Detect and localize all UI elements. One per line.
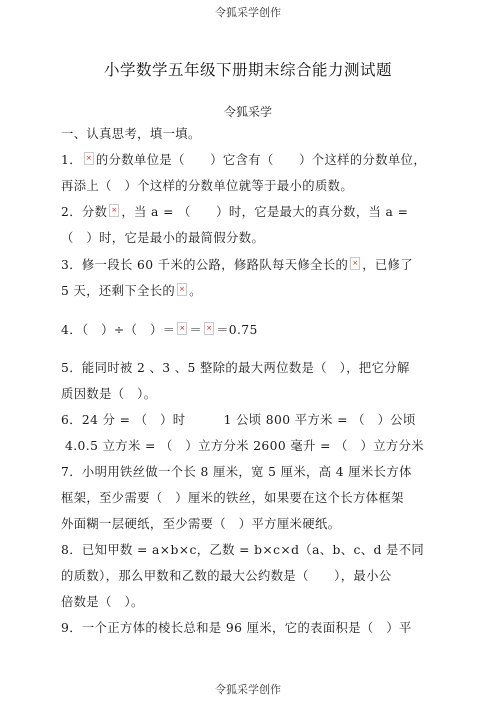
question-3-line-1: 3．修一段长 60 千米的公路，修路队每天修全长的× ，已修了 <box>61 257 433 273</box>
question-8-line-1: 8．已知甲数 = a×b×c，乙数 = b×c×d（a、b、c、d 是不同 <box>61 543 425 557</box>
broken-fraction-image <box>84 152 94 165</box>
author-name: 令狐采学 <box>223 105 272 119</box>
page-header: 令狐采学创作 <box>215 6 281 19</box>
question-5-line-2: 质因数是（ ）。 <box>61 387 157 401</box>
question-9-line-1: 9．一个正方体的棱长总和是 96 厘米，它的表面积是（ ）平 <box>61 621 412 635</box>
question-1-line-2: 再添上（ ）个这样的分数单位就等于最小的质数。 <box>61 179 354 193</box>
broken-fraction-image <box>109 204 119 217</box>
question-4: 4．（ ）÷（ ）＝× ＝× ＝0.75 <box>61 322 433 338</box>
question-7-line-2: 框架，至少需要（ ）厘米的铁丝，如果要在这个长方体框架 <box>61 491 404 505</box>
document-title: 小学数学五年级下册期末综合能力测试题 <box>103 61 392 79</box>
question-8-line-2: 的质数），那么甲数和乙数的最大公约数是（ ），最小公 <box>61 569 392 583</box>
question-6-line-2: 4.0.5 立方米 = （ ）立方分米 2600 毫升 = （ ）立方分米 <box>65 439 424 453</box>
question-6-line-1: 6．24 分 = （ ）时 1 公顷 800 平方米 = （ ）公顷 <box>61 413 416 427</box>
question-7-line-1: 7．小明用铁丝做一个长 8 厘米，宽 5 厘米，高 4 厘米长方体 <box>61 465 412 479</box>
question-1-line-1: 1．× 的分数单位是（ ）它含有（ ）个这样的分数单位， <box>61 152 433 168</box>
broken-fraction-image <box>177 322 187 335</box>
section-heading: 一、认真思考，填一填。 <box>61 127 201 141</box>
broken-fraction-image <box>204 322 214 335</box>
question-8-line-3: 倍数是（ ）。 <box>61 595 144 609</box>
page-footer: 令狐采学创作 <box>215 683 281 696</box>
question-2-line-1: 2．分数× ，当 a = （ ）时，它是最大的真分数，当 a = <box>61 204 433 220</box>
question-2-line-2: （ ）时，它是最小的最简假分数。 <box>61 231 265 245</box>
question-5-line-1: 5．能同时被 2 、3 、5 整除的最大两位数是（ ），把它分解 <box>61 361 410 375</box>
broken-fraction-image <box>350 257 360 270</box>
broken-fraction-image <box>177 283 187 296</box>
question-3-line-2: 5 天，还剩下全长的× 。 <box>61 283 433 299</box>
question-7-line-3: 外面糊一层硬纸，至少需要（ ）平方厘米硬纸。 <box>61 517 341 531</box>
